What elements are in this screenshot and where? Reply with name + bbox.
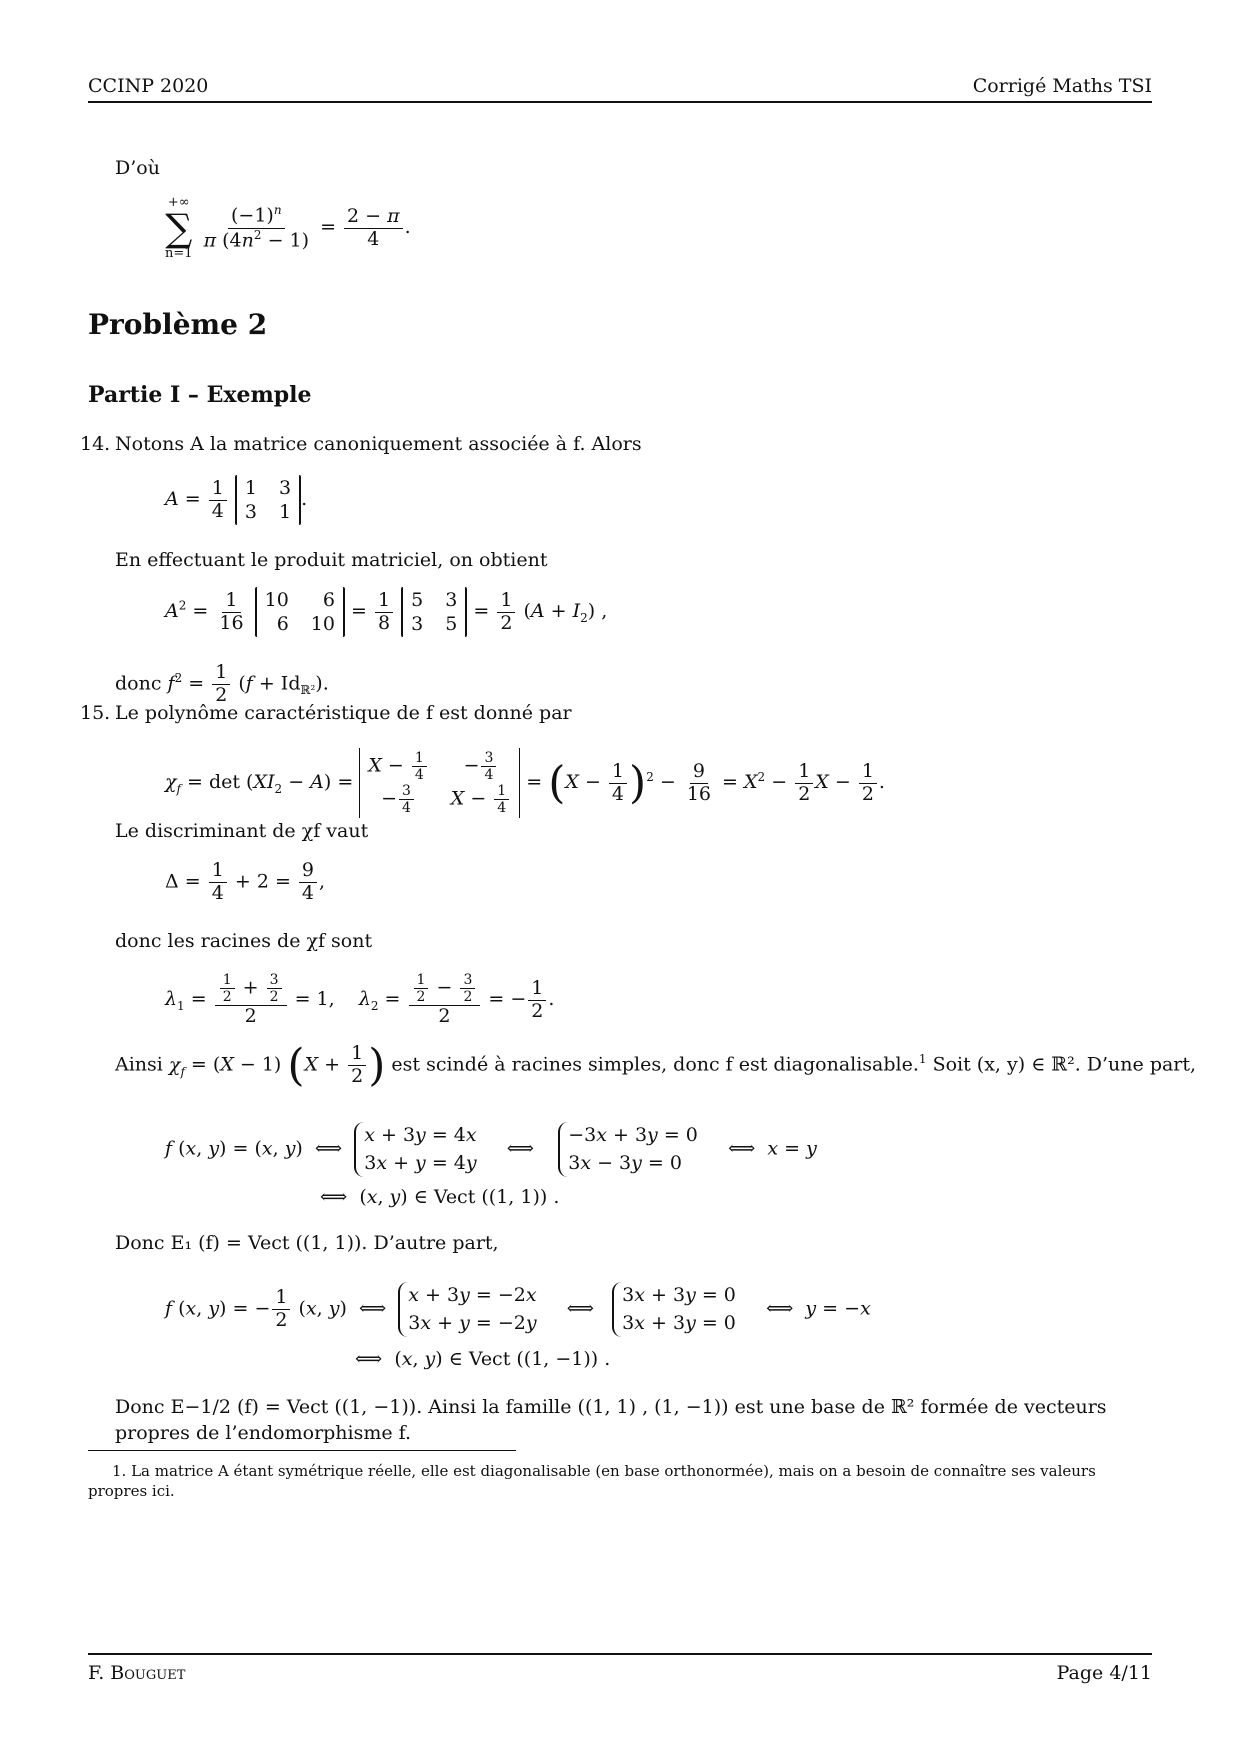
footnote-rule: [88, 1450, 516, 1451]
footnote-marker: 1: [918, 1052, 927, 1067]
header-rule: [88, 101, 1152, 103]
series-equation: +∞ ∑ n=1 $\frac{(-1)^n}{\pi (4n^2 - 1)}$ = $\frac{2 - \pi}{4}$ .: [165, 195, 411, 261]
delta-equation: Δ = $\frac{1}{4}$ + 2 = $\frac{9}{4}$ ,: [165, 859, 326, 904]
a-squared-equation: $A^2$ = $\frac{1}{16}$ 10 6 6 10 = $\frac{1}{8}$ 5 3 3 5 = $\frac{1}{2}$ $(A + I_2)$ ,: [165, 588, 608, 635]
q15-racines: donc les racines de χf sont: [115, 930, 373, 952]
header-right: Corrigé Maths TSI: [972, 75, 1152, 97]
q15-ainsi-c: Soit (x, y) ∈ ℝ². D’une part,: [932, 1053, 1197, 1076]
q15-number: 15.: [80, 702, 111, 724]
eigen-result-1: ⟺ (x, y) ∈ Vect ((1, 1)) .: [320, 1186, 560, 1208]
q15-ainsi-b: est scindé à racines simples, donc f est diagonalisable.: [391, 1053, 919, 1076]
footer-left: F. Bouguet: [88, 1662, 186, 1684]
q15-ainsi-a: Ainsi: [115, 1053, 163, 1076]
q15-discriminant: Le discriminant de χf vaut: [115, 820, 369, 842]
header-left: CCINP 2020: [88, 75, 209, 97]
matrix-a-equation: A = $\frac{1}{4}$ 1 3 3 1 .: [165, 476, 308, 523]
char-poly-equation: $\chi_f = \det (XI_2 - A)$ = X − $\frac{1}{4}$ − $\frac{3}{4}$ − $\frac{3}{4}$ X − $\frac{1}{4}$ = (X − $\frac{1}{4}$ )$^2$ − $\frac{9}{16}$ = $X^2$ − $\frac{1}{2}$ X − $\frac{1}{2}$ .: [165, 748, 885, 818]
dou-text: D’où: [115, 157, 160, 179]
ainsi-line: Ainsi $\chi_f = (X - 1) (X$ + $\frac{1}{2}$ ) est scindé à racines simples, donc f est diagonalisable.$^1$ Soit (x, y) ∈ ℝ². D’une part,: [115, 1040, 1197, 1091]
footer-right: Page 4/11: [1056, 1662, 1152, 1684]
q15-donc-e1: Donc E₁ (f) = Vect ((1, 1)). D’autre part,: [115, 1232, 499, 1254]
eigen-system-2: f (x, y) = − $\frac{1}{2}$ (x, y) ⟺ x + 3y = −2x 3x + y = −2y ⟺ 3x + 3y = 0 3x + 3y = 0 ⟺ y = −x: [165, 1282, 871, 1337]
eigen-system-1: f (x, y) = (x, y) ⟺ x + 3y = 4x 3x + y = 4y ⟺ −3x + 3y = 0 3x − 3y = 0 ⟺ x = y: [165, 1122, 817, 1177]
problem-title: Problème 2: [88, 308, 268, 341]
q14-produit: En effectuant le produit matriciel, on obtient: [115, 549, 548, 571]
lambda-equation: $\lambda_1$ = $\frac{1}{2}$ + $\frac{3}{2}$ 2 = 1, $\lambda_2$ = $\frac{1}{2}$ − $\frac{3}{2}$ 2 = − $\frac{1}{2}$ .: [165, 972, 555, 1028]
footer-rule: [88, 1653, 1152, 1655]
f-squared-line: donc $f^2$ = $\frac{1}{2}$ $(f + Id_{ℝ^2})$.: [115, 661, 329, 706]
eigen-result-2: ⟺ (x, y) ∈ Vect ((1, −1)) .: [355, 1348, 611, 1370]
q14-donc: donc: [115, 672, 162, 695]
footnote-text: 1. La matrice A étant symétrique réelle, elle est diagonalisable (en base orthonormée), mais on a besoin de connaître ses valeurs propres ici.: [88, 1462, 1096, 1500]
q15-intro: Le polynôme caractéristique de f est donné par: [115, 702, 572, 724]
q14-intro: Notons A la matrice canoniquement associée à f. Alors: [115, 433, 642, 455]
part-title: Partie I – Exemple: [88, 382, 312, 408]
q14-number: 14.: [80, 433, 111, 455]
q15-conclusion: Donc E−1/2 (f) = Vect ((1, −1)). Ainsi la famille ((1, 1) , (1, −1)) est une base de ℝ² formée de vecteurs propres de l’endomorphisme f.: [115, 1396, 1107, 1444]
